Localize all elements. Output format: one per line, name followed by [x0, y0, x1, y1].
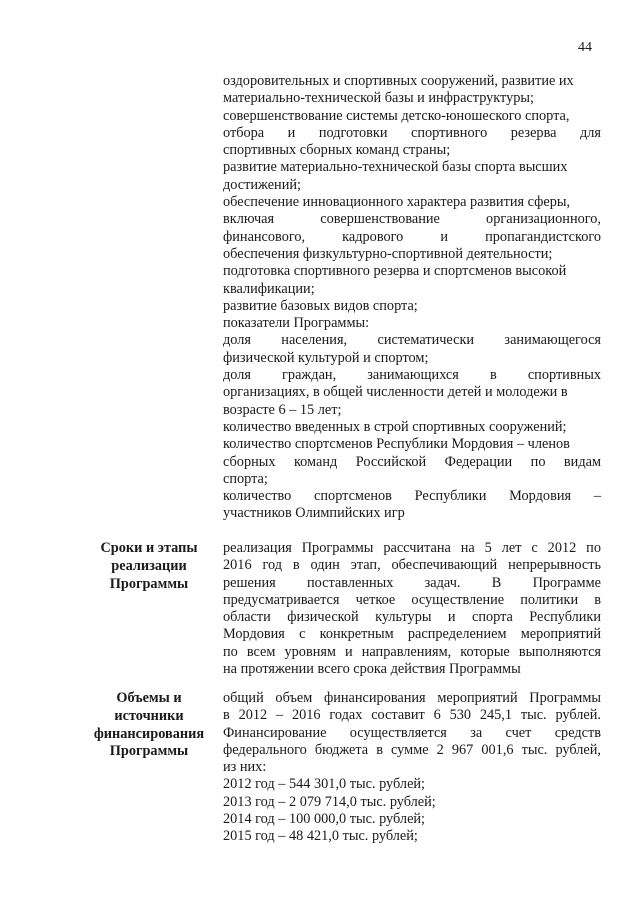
funding-label: [84, 690, 214, 761]
funding-line: общий объем финансирования мероприятий Программы: [223, 690, 601, 706]
goals-line: участников Олимпийских игр: [223, 505, 405, 522]
goals-line: доля граждан, занимающихся в спортивных: [223, 367, 601, 384]
terms-line: Мордовия с конкретным распределением мероприятий: [223, 626, 601, 643]
funding-text: [223, 690, 601, 846]
terms-line: области физической культуры и спорта Республики: [223, 609, 601, 626]
program-goals-text: [223, 73, 601, 523]
goals-line: обеспечения физкультурно-спортивной деятельности;: [223, 245, 553, 262]
goals-line: количество введенных в строй спортивных сооружений;: [223, 418, 567, 435]
goals-line: возрасте 6 – 15 лет;: [223, 401, 342, 418]
terms-label-line: Сроки и этапы: [100, 540, 198, 556]
funding-label-line: финансирования: [93, 725, 205, 742]
terms-line: предусматривается четкое осуществление политики в: [223, 591, 601, 608]
terms-label: [84, 540, 214, 593]
goals-line: сборных команд Российской Федерации по видам: [223, 453, 601, 470]
terms-line: по всем уровням и направлениям, которые выполняются: [223, 643, 601, 660]
goals-line: доля населения, систематически занимающегося: [223, 332, 601, 349]
funding-label-line: источники: [114, 707, 184, 724]
goals-line: оздоровительных и спортивных сооружений, развитие их: [223, 73, 574, 89]
goals-line: количество спортсменов Республики Мордовия – членов: [223, 436, 570, 453]
goals-line: развитие базовых видов спорта;: [223, 297, 418, 314]
terms-label-line: Программы: [109, 575, 189, 592]
goals-line: финансового, кадрового и пропагандистского: [223, 228, 601, 245]
goals-line: отбора и подготовки спортивного резерва для: [223, 124, 601, 141]
funding-line: 2014 год – 100 000,0 тыс. рублей;: [223, 811, 426, 828]
terms-text: [223, 540, 601, 678]
funding-label-line: Программы: [109, 743, 189, 760]
goals-line: квалификации;: [223, 280, 315, 297]
page-number: 44: [578, 40, 592, 55]
goals-line: количество спортсменов Республики Мордовия –: [223, 488, 601, 505]
terms-line: на протяжении всего срока действия Программы: [223, 661, 521, 678]
terms-line: 2016 год в один этап, обеспечивающий непрерывность: [223, 557, 601, 574]
funding-line: федерального бюджета в сумме 2 967 001,6 тыс. рублей,: [223, 741, 601, 758]
terms-line: реализация Программы рассчитана на 5 лет с 2012 по: [223, 540, 601, 556]
terms-label-line: реализации: [111, 557, 187, 574]
funding-line: Финансирование осуществляется за счет средств: [223, 724, 601, 741]
goals-line: обеспечение инновационного характера развития сферы,: [223, 194, 571, 211]
goals-line: показатели Программы:: [223, 315, 370, 332]
goals-line: развитие материально-технической базы спорта высших: [223, 159, 568, 176]
goals-line: материально-технической базы и инфраструктуры;: [223, 90, 534, 107]
funding-line: из них:: [223, 759, 267, 776]
funding-line: в 2012 – 2016 годах составит 6 530 245,1 тыс. рублей.: [223, 707, 601, 724]
goals-line: спорта;: [223, 470, 268, 487]
funding-line: 2013 год – 2 079 714,0 тыс. рублей;: [223, 793, 436, 810]
funding-line: 2012 год – 544 301,0 тыс. рублей;: [223, 776, 426, 793]
terms-line: решения поставленных задач. В Программе: [223, 574, 601, 591]
goals-line: совершенствование системы детско-юношеского спорта,: [223, 107, 570, 124]
goals-line: достижений;: [223, 176, 301, 193]
goals-line: организациях, в общей численности детей и молодежи в: [223, 384, 568, 401]
goals-line: включая совершенствование организационного,: [223, 211, 601, 228]
goals-line: подготовка спортивного резерва и спортсменов высокой: [223, 263, 567, 280]
funding-label-line: Объемы и: [116, 690, 182, 706]
goals-line: спортивных сборных команд страны;: [223, 142, 451, 159]
goals-line: физической культурой и спортом;: [223, 349, 429, 366]
funding-line: 2015 год – 48 421,0 тыс. рублей;: [223, 828, 418, 845]
